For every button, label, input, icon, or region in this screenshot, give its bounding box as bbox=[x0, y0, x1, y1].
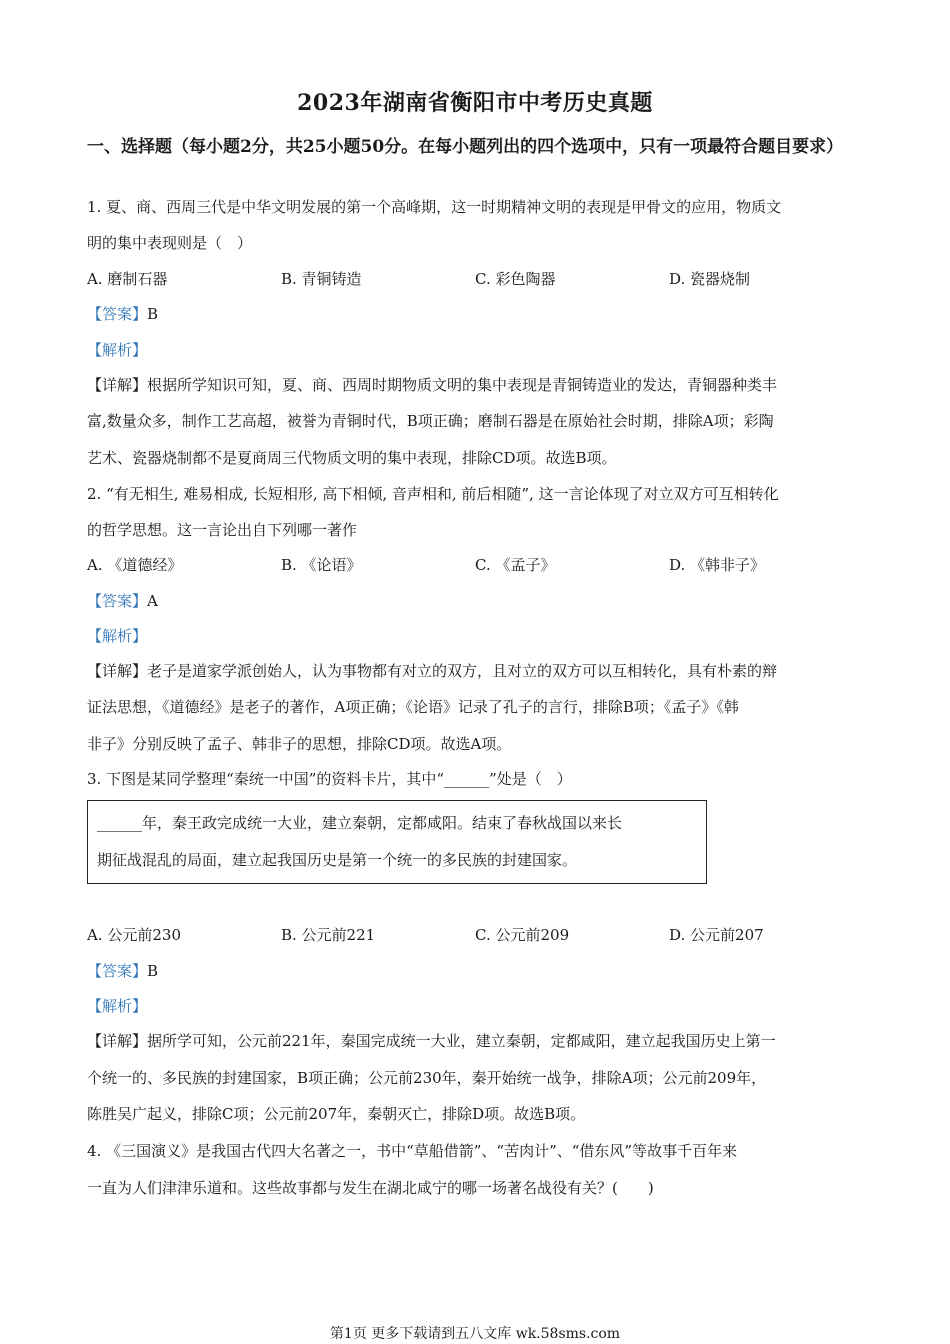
q2-answer bbox=[87, 590, 158, 611]
detail-tag: 【详解】 bbox=[87, 376, 148, 394]
q3-stem-line-1: 3. 下图是某同学整理“秦统一中国”的资料卡片，其中“______”处是（ ） bbox=[87, 770, 572, 788]
q2-detail-line-3: 非子》分别反映了孟子、韩非子的思想，排除CD项。故选A项。 bbox=[87, 735, 512, 753]
answer-tag: 【答案】 bbox=[87, 592, 148, 610]
q1-option-a: A. 磨制石器 bbox=[87, 270, 168, 288]
answer-tag: 【答案】 bbox=[87, 962, 148, 980]
q3-detail-line-3: 陈胜吴广起义，排除C项；公元前207年，秦朝灭亡，排除D项。故选B项。 bbox=[87, 1105, 586, 1123]
q4-stem-line-2: 一直为人们津津乐道和。这些故事都与发生在湖北咸宁的哪一场著名战役有关？( ) bbox=[87, 1179, 654, 1197]
answer-value: B bbox=[147, 962, 159, 980]
q2-detail-line-1: 【详解】老子是道家学派创始人，认为事物都有对立的双方，且对立的双方可以互相转化，具有朴素的辩 bbox=[87, 662, 778, 680]
q3-option-d: D. 公元前207 bbox=[669, 926, 764, 944]
q2-stem-line-2: 的哲学思想。这一言论出自下列哪一著作 bbox=[87, 521, 358, 539]
q3-info-card bbox=[87, 800, 707, 884]
q2-option-d: D. 《韩非子》 bbox=[669, 556, 766, 574]
q2-option-a: A. 《道德经》 bbox=[87, 556, 183, 574]
q3-card-line-2: 期征战混乱的局面，建立起我国历史是第一个统一的多民族的封建国家。 bbox=[97, 851, 578, 869]
q1-option-b: B. 青铜铸造 bbox=[281, 270, 362, 288]
q3-card-line-1: ______年，秦王政完成统一大业，建立秦朝，定都咸阳。结束了春秋战国以来长 bbox=[97, 814, 623, 832]
q1-option-c: C. 彩色陶器 bbox=[475, 270, 556, 288]
q1-detail-line-2: 富,数量众多，制作工艺高超，被誉为青铜时代，B项正确；磨制石器是在原始社会时期，排除A项；彩陶 bbox=[87, 412, 774, 430]
q1-option-d: D. 瓷器烧制 bbox=[669, 270, 751, 288]
answer-value: B bbox=[147, 305, 159, 323]
q1-analysis-tag: 【解析】 bbox=[87, 341, 148, 359]
answer-tag: 【答案】 bbox=[87, 305, 148, 323]
q1-stem-line-1: 1. 夏、商、西周三代是中华文明发展的第一个高峰期，这一时期精神文明的表现是甲骨文的应用，物质文 bbox=[87, 198, 782, 216]
q3-option-a: A. 公元前230 bbox=[87, 926, 181, 944]
q3-analysis-tag: 【解析】 bbox=[87, 997, 148, 1015]
q2-option-c: C. 《孟子》 bbox=[475, 556, 556, 574]
q1-answer bbox=[87, 303, 158, 324]
q1-detail-line-1: 【详解】根据所学知识可知，夏、商、西周时期物质文明的集中表现是青铜铸造业的发达，青铜器种类丰 bbox=[87, 376, 778, 394]
q1-stem-line-2: 明的集中表现则是（ ） bbox=[87, 234, 253, 252]
q2-stem-line-1: 2. “有无相生, 难易相成, 长短相形, 高下相倾, 音声相和, 前后相随”, 这一言论体现了对立双方可互相转化 bbox=[87, 485, 779, 503]
q3-option-c: C. 公元前209 bbox=[475, 926, 570, 944]
section-heading: 一、选择题（每小题2分，共25小题50分。在每小题列出的四个选项中，只有一项最符合题目要求） bbox=[87, 137, 844, 157]
q1-detail-line-3: 艺术、瓷器烧制都不是夏商周三代物质文明的集中表现，排除CD项。故选B项。 bbox=[87, 449, 617, 467]
q3-detail-line-2: 个统一的、多民族的封建国家，B项正确；公元前230年，秦开始统一战争，排除A项；公元前209年， bbox=[87, 1069, 767, 1087]
q2-detail-line-2: 证法思想，《道德经》是老子的著作，A项正确；《论语》记录了孔子的言行，排除B项；《孟子》《韩 bbox=[87, 698, 739, 716]
q2-option-b: B. 《论语》 bbox=[281, 556, 362, 574]
q3-detail-line-1: 【详解】据所学可知，公元前221年，秦国完成统一大业，建立秦朝，定都咸阳，建立起我国历史上第一 bbox=[87, 1032, 776, 1050]
answer-value: A bbox=[147, 592, 158, 610]
q3-option-b: B. 公元前221 bbox=[281, 926, 376, 944]
q3-answer bbox=[87, 960, 158, 981]
q4-stem-line-1: 4. 《三国演义》是我国古代四大名著之一，书中“草船借箭”、“苦肉计”、“借东风”等故事千百年来 bbox=[87, 1142, 738, 1160]
detail-tag: 【详解】 bbox=[87, 662, 148, 680]
page-footer: 第1页 更多下载请到五八文库 wk.58sms.com bbox=[329, 1326, 621, 1342]
page-title: 2023年湖南省衡阳市中考历史真题 bbox=[297, 90, 653, 116]
detail-tag: 【详解】 bbox=[87, 1032, 148, 1050]
q2-analysis-tag: 【解析】 bbox=[87, 627, 148, 645]
